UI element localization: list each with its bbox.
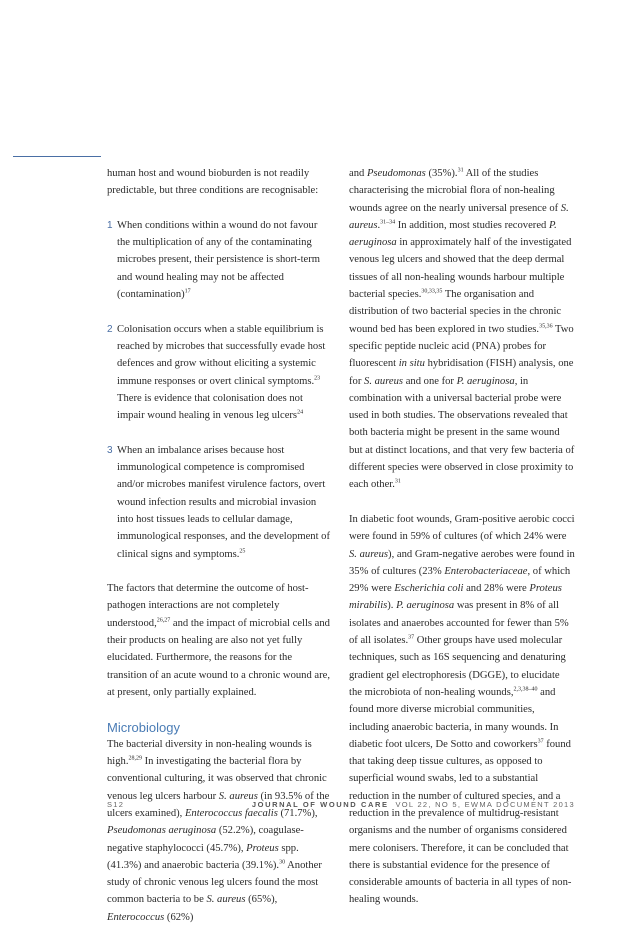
diabetic-foot-paragraph: In diabetic foot wounds, Gram-positive aerobic cocci were found in 59% of cultures (of which 24% were S. aureus), and Gram-negative aerobes were found in 35% of cultures (23% Enterobacteriaceae, of which 29% were Escherichia coli and 28% were Proteus mirabilis). P. aeruginosa was present in 8% of all isolates and anaerobes accounted for fewer than 5% of all isolates.$^{37}$ Other groups have used molecular techniques, such as 16S sequencing and denaturing gradient gel electrophoresis (DGGE), to elucidate the microbiota of non-healing wounds,$^{2,3,38-40}$ and found more diverse microbial communities, including anaerobic bacteria, in many wounds. In diabetic foot ulcers, De Sotto and coworkers$^{37}$ found that taking deep tissue cultures, as opposed to superficial wound swabs, led to a substantial reduction in the number of cultured species, and a reduction in the prevalence of multidrug-resistant organisms and the number of organisms considered mere colonisers. Therefore, it can be concluded that there is substantial evidence for the presence of considerable amounts of bacteria in all types of non-healing wounds. [349, 513, 575, 906]
list-number: 1 [107, 219, 113, 231]
factors-paragraph: The factors that determine the outcome of host-pathogen interactions are not completely understood,$^{26,27}$ and the impact of microbial cells and their products on healing are also not yet fully elucidated. Furthermore, the reasons for the transition of an acute wound to a chronic wound are, at present, only partially explained. [107, 583, 330, 698]
journal-citation: JOURNAL OF WOUND CARE VOL 22, NO 5, EWMA DOCUMENT 2013 [251, 800, 575, 809]
list-item-2: 2 Colonisation occurs when a stable equilibrium is reached by microbes that successfully evade host defences and grow without eliciting a systemic immune responses or overt clinical symptoms.$^{23}$ There is evidence that colonisation does not impair wound healing in venous leg ulcers$^{24}$ [107, 321, 332, 425]
list-item-1: 1 When conditions within a wound do not favour the multiplication of any of the contaminating microbes present, their persistence is short-term and wound healing may not be affected (contamination)$^{17}$ [107, 217, 332, 303]
list-number: 2 [107, 323, 113, 335]
right-column [349, 165, 575, 909]
section-heading-microbiology: Microbiology [107, 719, 180, 735]
header-rule [13, 156, 101, 157]
microbiology-paragraph: The bacterial diversity in non-healing wounds is high.$^{28,29}$ In investigating the bacterial flora by conventional culturing, it was observed that chronic venous leg ulcers harbour S. aureus (in 93.5% of the ulcers examined), Enterococcus faecalis (71.7%), Pseudomonas aeruginosa (52.2%), coagulase-negative staphylococci (45.7%), Proteus spp. (41.3%) and anaerobic bacteria (39.1%).$^{30}$ Another study of chronic venous leg ulcers found the most common bacteria to be S. aureus (65%), Enterococcus (62%) [107, 738, 330, 923]
page-footer [107, 800, 575, 812]
intro-paragraph: human host and wound bioburden is not readily predictable, but three conditions are recognisable: [107, 168, 319, 197]
studies-paragraph: and Pseudomonas (35%).$^{31}$ All of the studies characterising the microbial flora of non-healing wounds agree on the nearly universal presence of S. aureus.$^{31-34}$ In addition, most studies recovered P. aeruginosa in approximately half of the investigated venous leg ulcers and showed that the deep dermal tissues of all non-healing wounds harbour multiple bacterial species.$^{30,33,35}$ The organisation and distribution of two bacterial species in the chronic wound bed has been explored in two studies.$^{35,36}$ Two specific peptide nucleic acid (PNA) probes for fluorescent in situ hybridisation (FISH) analysis, one for S. aureus and one for P. aeruginosa, in combination with a universal bacterial probe were used in both studies. The observations revealed that both bacteria might be present in the same wound but at distinct locations, and that very few bacteria of different species were observed in close proximity to each other.$^{31}$ [349, 167, 575, 491]
list-item-3: 3 When an imbalance arises because host immunological competence is compromised and/or microbes manifest virulence factors, overt wound infection results and microbial invasion into host tissues leads to cellular damage, immunological responses, and the development of clinical signs and symptoms.$^{25}$ [107, 442, 332, 563]
page-number: S12 [107, 800, 125, 809]
list-number: 3 [107, 444, 113, 456]
